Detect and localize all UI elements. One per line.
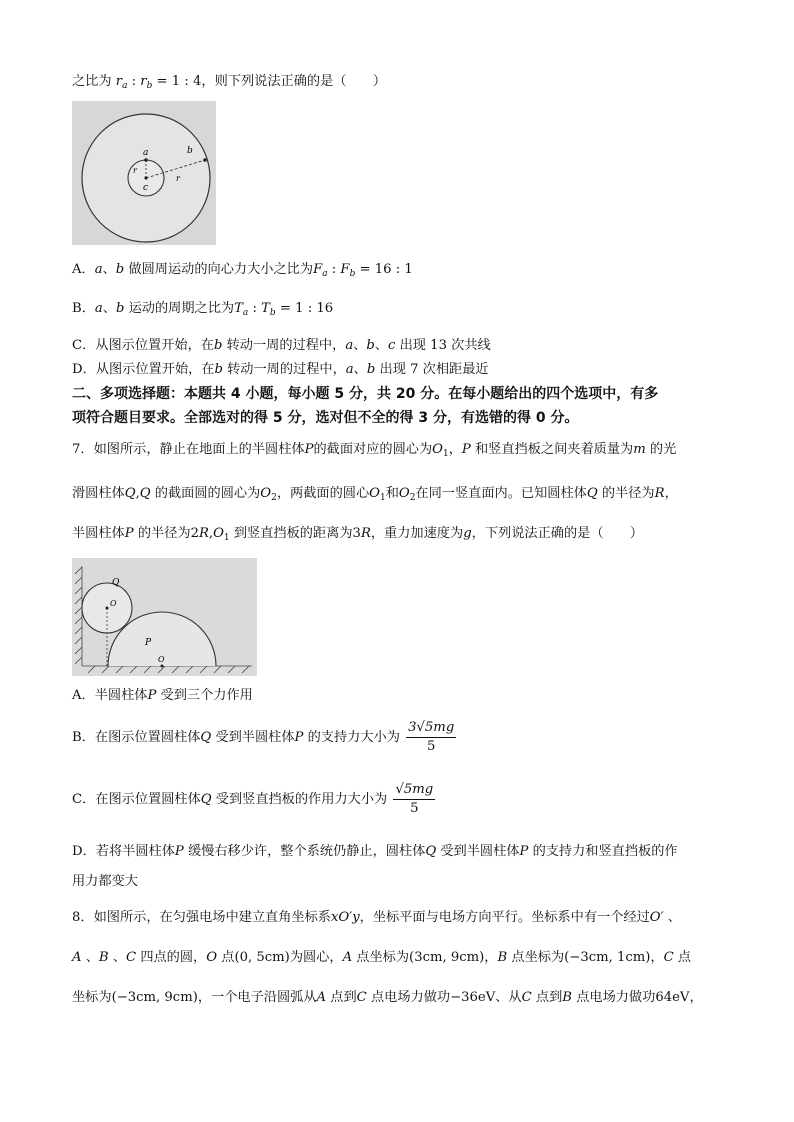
q7-figure [72,558,257,676]
q8-stem-line1: 8．如图所示，在匀强电场中建立直角坐标系xO′y，坐标平面与电场方向平行。坐标系中有一个经过O′ 、 [72,910,681,925]
q6-option-d: D．从图示位置开始，在b 转动一周的过程中，a、b 出现 7 次相距最近 [72,362,489,377]
q7-option-d-line2: 用力都变大 [72,874,138,889]
svg-text:a: a [143,148,149,158]
q7-option-d-line1: D．若将半圆柱体P 缓慢右移少许，整个系统仍静止，圆柱体Q 受到半圆柱体P 的支持力和竖直挡板的作 [72,844,678,859]
q7-stem-line3: 半圆柱体P 的半径为$2R,O_1$ 到竖直挡板的距离为3R，重力加速度为g，下列说法正确的是（ ） [72,526,644,543]
svg-text:c: c [143,183,149,193]
svg-text:O: O [158,655,165,664]
q7-stem-line1: 7．如图所示，静止在地面上的半圆柱体P的截面对应的圆心为$O_1$，P 和竖直挡板之间夹着质量为m 的光 [72,442,677,459]
q6-option-c: C．从图示位置开始，在b 转动一周的过程中，a、b、c 出现 13 次共线 [72,338,491,353]
cylinder-diagram [72,558,257,676]
q6-option-a: A．a、b 做圆周运动的向心力大小之比为$F_a$ : $F_b = 16$ : 1 [72,262,413,279]
q7-option-b: B．在图示位置圆柱体Q 受到半圆柱体P 的支持力大小为 $\frac{3√5mg}{5}$ [72,720,455,754]
svg-text:Q: Q [112,578,120,588]
q7-stem-line2: 滑圆柱体Q,Q 的截面圆的圆心为$O_2$，两截面的圆心$O_1$和$O_2$在同一竖直面内。已知圆柱体Q 的半径为R， [72,486,678,503]
center-c [144,176,147,179]
q8-stem-line3: 坐标为(−3cm, 9cm)，一个电子沿圆弧从A 点到C 点电场力做功−36eV、从C 点到B 点电场力做功64eV， [72,990,703,1005]
svg-text:r: r [176,174,180,183]
svg-text:O: O [110,599,117,608]
q7-c-fraction: $\frac{√5mg}{5}$ [395,782,434,816]
svg-text:r: r [133,166,137,175]
q8-stem-line2: A 、B 、C 四点的圆，O 点(0, 5cm)为圆心，A 点坐标为(3cm, 9cm)，B 点坐标为(−3cm, 1cm)，C 点 [72,950,692,965]
svg-text:b: b [187,146,193,156]
q7-option-a: A．半圆柱体P 受到三个力作用 [72,688,253,703]
q6-stem: 之比为 $r_a$ : $r_b = 1$ : 4，则下列说法正确的是（ ） [72,74,387,91]
satellite-b [203,158,207,162]
orbit-diagram [72,101,216,245]
section-heading-line1: 二、多项选择题：本题共 4 小题，每小题 5 分，共 20 分。在每小题给出的四个选项中，有多 [72,386,659,402]
q6-figure [72,101,216,245]
svg-text:P: P [145,638,152,648]
q6-option-b: B．a、b 运动的周期之比为$T_a$ : $T_b = 1$ : 16 [72,301,334,318]
section-heading-line2: 项符合题目要求。全部选对的得 5 分，选对但不全的得 3 分，有选错的得 0 分。 [72,410,579,426]
satellite-a [144,158,148,162]
q7-b-fraction: $\frac{3√5mg}{5}$ [408,720,455,754]
q7-option-c: C．在图示位置圆柱体Q 受到竖直挡板的作用力大小为 $\frac{√5mg}{5}$ [72,782,434,816]
